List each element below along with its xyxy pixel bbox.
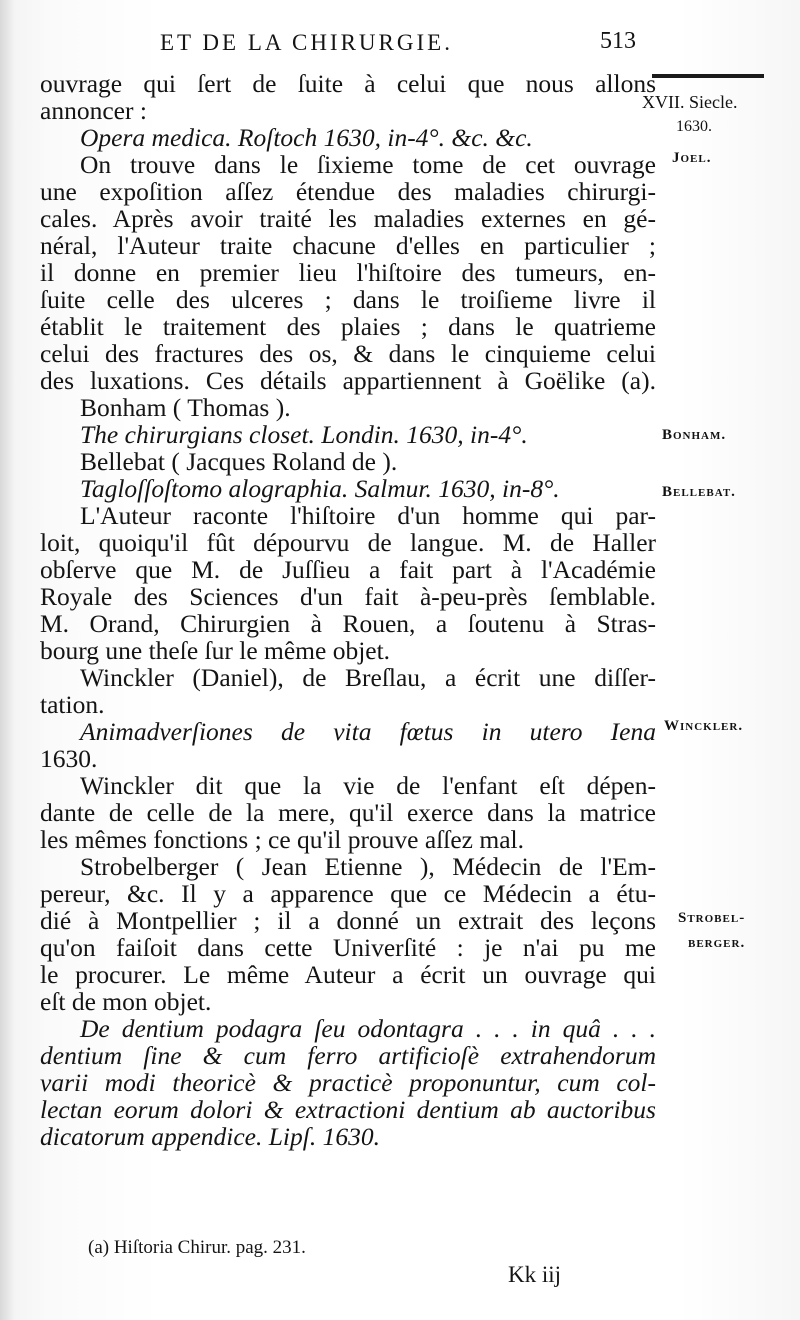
text-line: eſt de mon objet. (40, 987, 212, 1016)
margin-note-strobelberger-2: berger. (688, 935, 746, 951)
text-line: dante de celle de la mere, qu'il exerce dans la matrice (40, 798, 656, 827)
text-line: le procurer. Le même Auteur a écrit un ouvrage qui (40, 960, 656, 989)
main-text (40, 70, 656, 1150)
title-line: varii modi theoricè & practicè proponuntur, cum col- (40, 1068, 656, 1097)
text-line: dié à Montpellier ; il a donné un extrait des leçons (40, 906, 656, 935)
margin-note-strobelberger-1: Strobel- (678, 910, 746, 926)
title-line: dicatorum appendice. Lipſ. 1630. (40, 1122, 380, 1151)
author-entry-strobelberger: Strobelberger ( Jean Etienne ), Médecin de l'Em- (80, 852, 656, 881)
text-line: une expoſition aſſez étendue des maladies chirurgi- (40, 177, 656, 206)
text-line: obſerve que M. de Juſſieu a fait part à l'Académie (40, 555, 656, 584)
text-line: bourg une theſe ſur le même objet. (40, 636, 391, 665)
margin-note-century: XVII. Siecle. (642, 92, 738, 112)
text-line: loit, quoiqu'il fût dépourvu de langue. M. de Haller (40, 528, 656, 557)
text-line: des luxations. Ces détails appartiennent à Goëlike (a). (40, 366, 656, 395)
text-line: cales. Après avoir traité les maladies externes en gé- (40, 204, 656, 233)
author-entry-bellebat: Bellebat ( Jacques Roland de ). (80, 447, 398, 476)
text-line: ouvrage qui ſert de ſuite à celui que nous allons (40, 69, 656, 98)
text-line: M. Orand, Chirurgien à Rouen, a ſoutenu à Stras- (40, 609, 656, 638)
signature-mark: Kk iij (508, 1262, 562, 1287)
title-line: dentium ſine & cum ferro artificioſè extrahendorum (40, 1041, 656, 1070)
title-line: Tagloſſoſtomo alographia. Salmur. 1630, in-8°. (80, 474, 560, 503)
title-line: Animadverſiones de vita fœtus in utero Iena (80, 717, 656, 746)
text-line: pereur, &c. Il y a apparence que ce Médecin a étu- (40, 879, 656, 908)
text-line: annoncer : (40, 96, 147, 125)
text-line: Winckler dit que la vie de l'enfant eſt dépen- (80, 771, 656, 800)
running-head: ET DE LA CHIRURGIE. (160, 30, 453, 55)
page-gutter-shadow (0, 0, 14, 1320)
title-line: Opera medica. Roſtoch 1630, in-4°. &c. &c. (80, 123, 533, 152)
title-line: lectan eorum dolori & extractioni dentium ab auctoribus (40, 1095, 656, 1124)
text-line: Royale des Sciences d'un fait à-peu-près ſemblable. (40, 582, 656, 611)
author-entry-bonham: Bonham ( Thomas ). (80, 393, 291, 422)
text-line: L'Auteur raconte l'hiſtoire d'un homme qui par- (80, 501, 656, 530)
text-line: qu'on faiſoit dans cette Univerſité : je n'ai pu me (40, 933, 656, 962)
text-line: établit le traitement des plaies ; dans le quatrieme (40, 312, 656, 341)
text-line: les mêmes fonctions ; ce qu'il prouve aſſez mal. (40, 825, 524, 854)
author-entry-winckler: Winckler (Daniel), de Breſlau, a écrit une diſſer- (80, 663, 656, 692)
text-line: 1630. (40, 744, 98, 773)
footnote: (a) Hiſtoria Chirur. pag. 231. (88, 1237, 306, 1258)
text-line: il donne en premier lieu l'hiſtoire des tumeurs, en- (40, 258, 656, 287)
margin-note-bonham: Bonham. (662, 427, 727, 443)
margin-note-winckler: Winckler. (664, 718, 744, 734)
margin-note-joel: Joel. (672, 150, 712, 166)
margin-note-bellebat: Bellebat. (662, 484, 736, 500)
margin-rule (652, 74, 764, 78)
page-number: 513 (600, 28, 636, 54)
text-line: ſuite celle des ulceres ; dans le troiſieme livre il (40, 285, 656, 314)
title-line: The chirurgians closet. Londin. 1630, in-4°. (80, 420, 528, 449)
text-line: néral, l'Auteur traite chacune d'elles en particulier ; (40, 231, 656, 260)
text-line: celui des fractures des os, & dans le cinquieme celui (40, 339, 656, 368)
text-line: tation. (40, 690, 105, 719)
text-line: On trouve dans le ſixieme tome de cet ouvrage (80, 150, 656, 179)
margin-note-year: 1630. (676, 118, 712, 135)
title-line: De dentium podagra ſeu odontagra . . . in quâ . . . (80, 1014, 656, 1043)
